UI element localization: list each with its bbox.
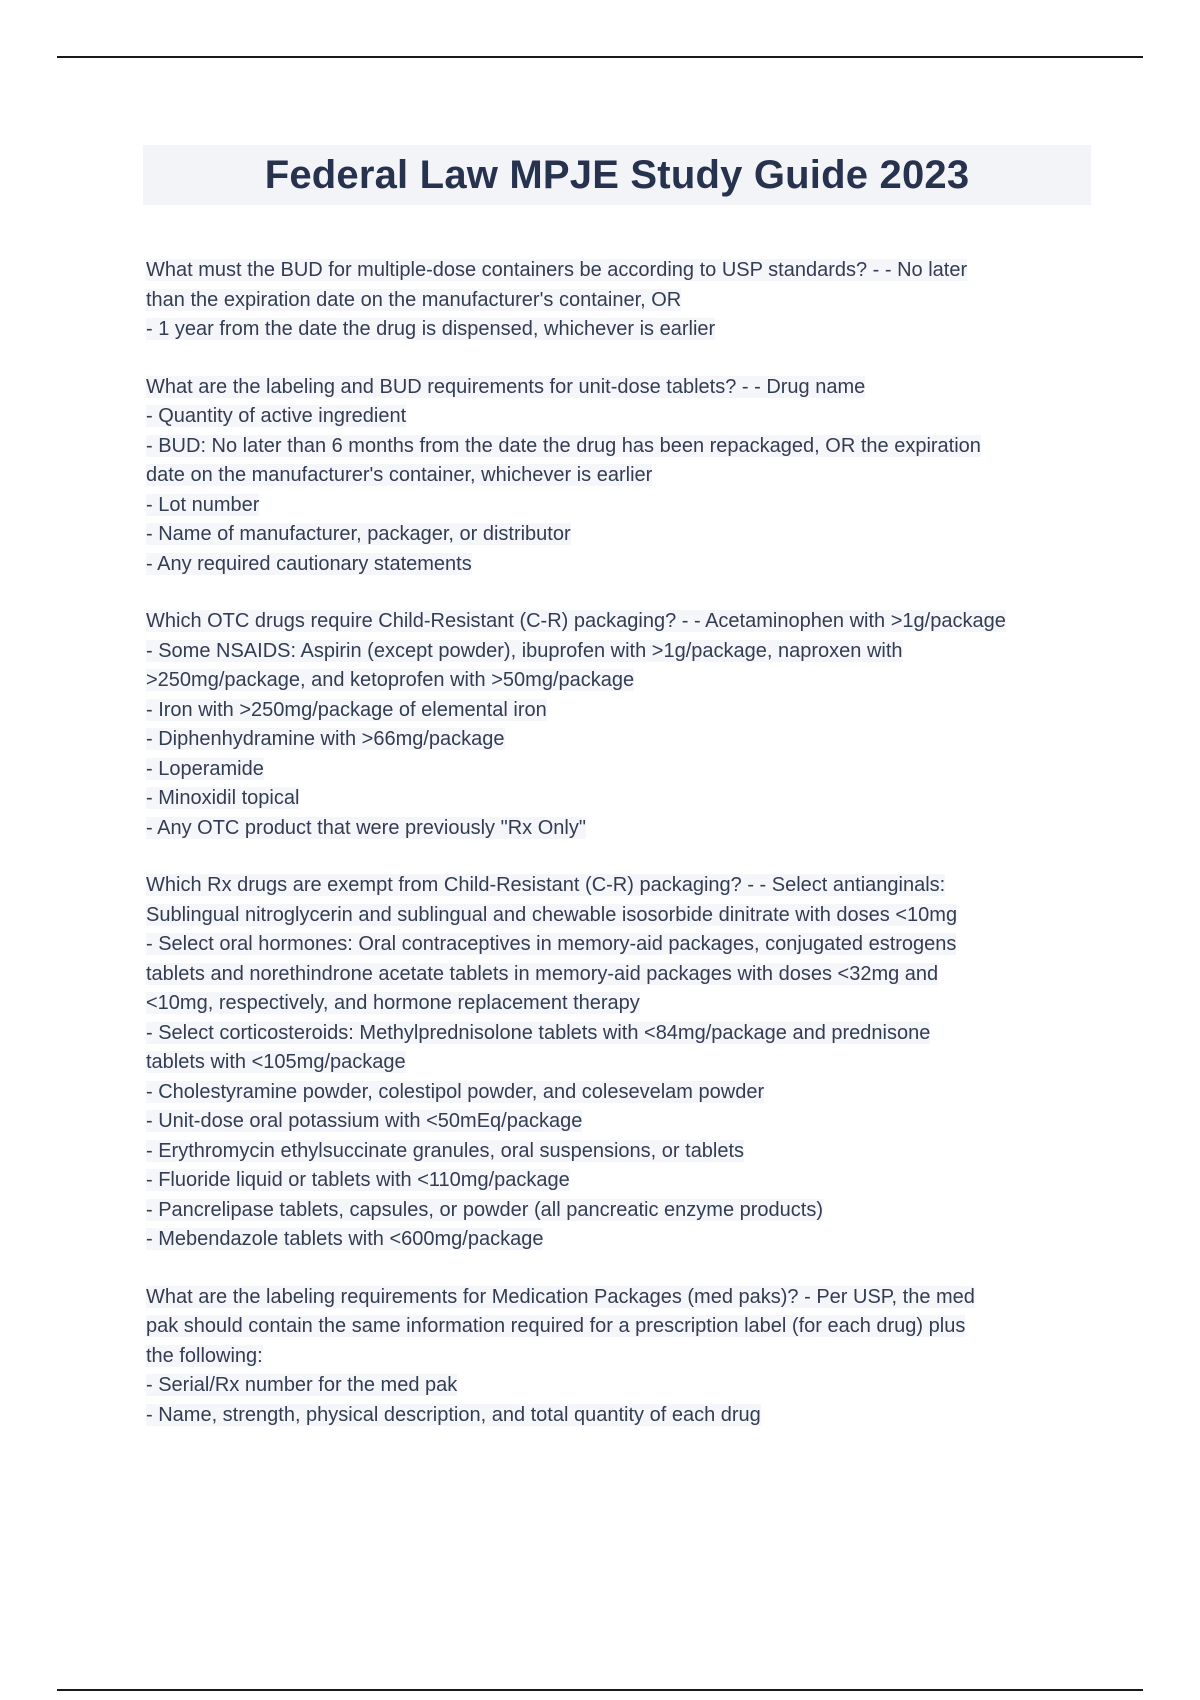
text-line: What are the labeling and BUD requirements for unit-dose tablets? - - Drug name	[146, 375, 866, 398]
text-line: Which OTC drugs require Child-Resistant (C-R) packaging? - - Acetaminophen with >1g/package	[146, 610, 1006, 632]
text-line: - Any OTC product that were previously "Rx Only"	[146, 816, 586, 839]
top-rule	[57, 56, 1143, 58]
text-line: - Unit-dose oral potassium with <50mEq/package	[146, 1110, 583, 1132]
text-line: than the expiration date on the manufacturer's container, OR	[146, 288, 682, 311]
text-line: - 1 year from the date the drug is dispensed, whichever is earlier	[146, 318, 716, 340]
text-line: - Loperamide	[146, 757, 264, 780]
document-body	[146, 256, 1086, 1458]
text-line: - Some NSAIDS: Aspirin (except powder), ibuprofen with >1g/package, naproxen with	[146, 639, 903, 662]
text-line: - Erythromycin ethylsuccinate granules, oral suspensions, or tablets	[146, 1139, 745, 1162]
text-line: date on the manufacturer's container, whichever is earlier	[146, 464, 653, 486]
text-line: tablets with <105mg/package	[146, 1051, 406, 1073]
text-line: pak should contain the same information required for a prescription label (for each drug) plus	[146, 1315, 966, 1337]
qa-entry-1	[146, 256, 1086, 345]
text-line: - Any required cautionary statements	[146, 552, 472, 575]
qa-entry-5	[146, 1283, 1086, 1431]
text-line: - Pancrelipase tablets, capsules, or powder (all pancreatic enzyme products)	[146, 1198, 823, 1221]
text-line: - Quantity of active ingredient	[146, 405, 407, 427]
text-line: the following:	[146, 1344, 263, 1367]
text-line: - Iron with >250mg/package of elemental iron	[146, 698, 547, 721]
text-line: >250mg/package, and ketoprofen with >50mg/package	[146, 669, 635, 691]
qa-entry-3	[146, 607, 1086, 843]
text-line: - Select corticosteroids: Methylprednisolone tablets with <84mg/package and prednisone	[146, 1021, 931, 1044]
text-line: What are the labeling requirements for Medication Packages (med paks)? - Per USP, the med	[146, 1285, 975, 1308]
text-line: <10mg, respectively, and hormone replacement therapy	[146, 992, 640, 1014]
text-line: What must the BUD for multiple-dose containers be according to USP standards? - - No later	[146, 259, 968, 281]
text-line: - BUD: No later than 6 months from the date the drug has been repackaged, OR the expiration	[146, 434, 981, 457]
text-line: Which Rx drugs are exempt from Child-Resistant (C-R) packaging? - - Select antianginals:	[146, 874, 946, 896]
text-line: - Lot number	[146, 493, 260, 516]
text-line: - Cholestyramine powder, colestipol powder, and colesevelam powder	[146, 1080, 765, 1103]
text-line: - Minoxidil topical	[146, 787, 300, 809]
text-line: - Select oral hormones: Oral contraceptives in memory-aid packages, conjugated estrogens	[146, 933, 957, 955]
text-line: tablets and norethindrone acetate tablets in memory-aid packages with doses <32mg and	[146, 962, 939, 985]
text-line: - Fluoride liquid or tablets with <110mg/package	[146, 1169, 570, 1191]
bottom-rule	[57, 1689, 1143, 1691]
title-band	[143, 145, 1091, 205]
text-line: - Mebendazole tablets with <600mg/package	[146, 1228, 544, 1250]
text-line: - Diphenhydramine with >66mg/package	[146, 728, 505, 750]
text-line: - Serial/Rx number for the med pak	[146, 1374, 458, 1396]
qa-entry-4	[146, 871, 1086, 1255]
text-line: - Name, strength, physical description, and total quantity of each drug	[146, 1403, 761, 1426]
text-line: Sublingual nitroglycerin and sublingual and chewable isosorbide dinitrate with doses <10mg	[146, 903, 958, 926]
text-line: - Name of manufacturer, packager, or distributor	[146, 523, 571, 545]
document-title: Federal Law MPJE Study Guide 2023	[264, 152, 970, 197]
qa-entry-2	[146, 373, 1086, 580]
